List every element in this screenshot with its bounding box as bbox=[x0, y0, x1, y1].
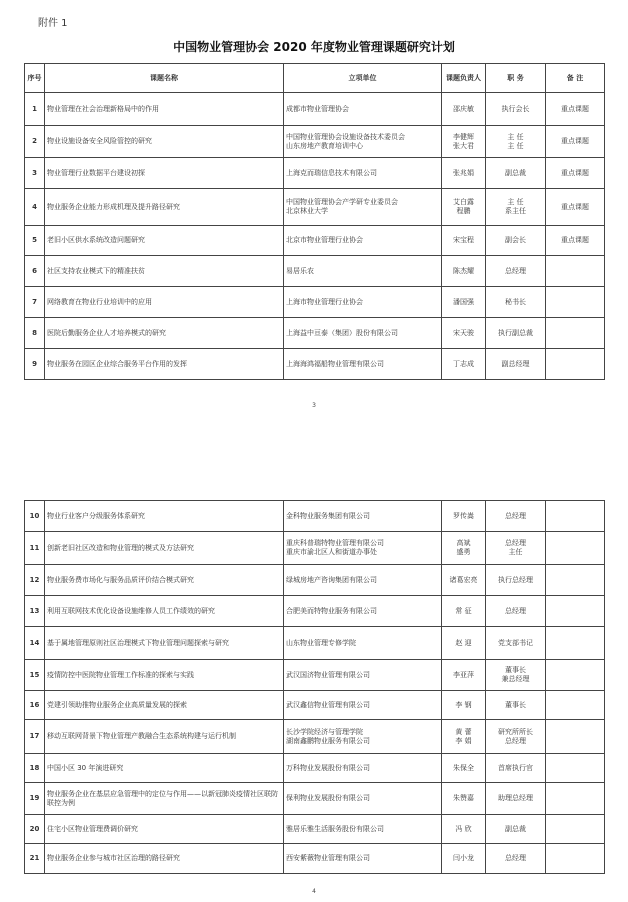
cell-position-line: 执行总经理 bbox=[498, 575, 533, 584]
table-row bbox=[25, 226, 605, 256]
header-note: 备 注 bbox=[546, 64, 605, 93]
cell-project-name: 物业设施设备安全风险管控的研究 bbox=[45, 126, 284, 158]
cell-unit bbox=[284, 720, 442, 754]
cell-no: 10 bbox=[25, 501, 45, 532]
cell-unit-line: 合肥美而特物业服务有限公司 bbox=[286, 606, 377, 615]
cell-lead-line: 高斌 bbox=[456, 539, 471, 548]
cell-no: 3 bbox=[25, 158, 45, 189]
cell-unit-line: 成都市物业管理协会 bbox=[286, 104, 349, 113]
cell-no: 7 bbox=[25, 287, 45, 318]
cell-lead bbox=[442, 815, 486, 844]
cell-unit bbox=[284, 501, 442, 532]
cell-no: 9 bbox=[25, 349, 45, 380]
cell-note bbox=[546, 815, 605, 844]
cell-lead-line: 罗传嵩 bbox=[453, 511, 474, 520]
cell-note bbox=[546, 565, 605, 596]
cell-note bbox=[546, 691, 605, 720]
cell-unit-line: 长沙学院经济与管理学院 bbox=[286, 727, 363, 736]
table-body-page-1 bbox=[25, 93, 605, 380]
cell-no: 20 bbox=[25, 815, 45, 844]
cell-position-line: 总经理 bbox=[505, 511, 526, 520]
cell-lead bbox=[442, 720, 486, 754]
cell-no: 5 bbox=[25, 226, 45, 256]
table-row bbox=[25, 660, 605, 691]
cell-unit-line: 重庆市渝北区人和街道办事处 bbox=[286, 548, 377, 556]
cell-unit-line: 雅居乐雅生活服务股份有限公司 bbox=[286, 824, 384, 833]
cell-unit bbox=[284, 126, 442, 158]
cell-unit-line: 湖南鑫鹏物业服务有限公司 bbox=[286, 736, 370, 745]
cell-position bbox=[486, 226, 546, 256]
cell-position-line: 副总裁 bbox=[505, 824, 526, 833]
cell-lead-line: 潘国强 bbox=[453, 297, 474, 306]
cell-lead-line: 宋宝程 bbox=[453, 236, 474, 245]
cell-no: 17 bbox=[25, 720, 45, 754]
cell-project-name: 利用互联网技术优化设备设施维修人员工作绩效的研究 bbox=[45, 596, 284, 627]
cell-project-name: 物业服务企业在基层应急管理中的定位与作用——以新冠肺炎疫情社区联防联控为例 bbox=[45, 783, 284, 815]
cell-project-name: 物业服务费市场化与服务品质评价结合模式研究 bbox=[45, 565, 284, 596]
cell-unit-line: 金科物业服务集团有限公司 bbox=[286, 511, 370, 520]
header-name: 课题名称 bbox=[45, 64, 284, 93]
cell-position-line: 主任 bbox=[508, 548, 523, 556]
header-no: 序号 bbox=[25, 64, 45, 93]
cell-position-line: 执行会长 bbox=[501, 104, 530, 113]
cell-lead bbox=[442, 596, 486, 627]
cell-no: 8 bbox=[25, 318, 45, 349]
document-title: 中国物业管理协会 2020 年度物业管理课题研究计划 bbox=[173, 40, 455, 54]
cell-unit-line: 万科物业发展股份有限公司 bbox=[286, 763, 370, 772]
cell-position bbox=[486, 720, 546, 754]
table-row bbox=[25, 596, 605, 627]
cell-unit-line: 上海益中亘泰（集团）股份有限公司 bbox=[286, 328, 398, 337]
cell-position bbox=[486, 844, 546, 874]
cell-unit bbox=[284, 660, 442, 691]
cell-position bbox=[486, 93, 546, 126]
cell-unit bbox=[284, 189, 442, 226]
cell-project-name: 老旧小区供水系统改造问题研究 bbox=[45, 226, 284, 256]
cell-unit bbox=[284, 256, 442, 287]
cell-unit bbox=[284, 226, 442, 256]
cell-position-line: 副总经理 bbox=[501, 359, 530, 368]
cell-lead-line: 闫小龙 bbox=[453, 854, 474, 863]
cell-project-name: 疫情防控中医院物业管理工作标准的探索与实践 bbox=[45, 660, 284, 691]
cell-no: 15 bbox=[25, 660, 45, 691]
cell-position-line: 助理总经理 bbox=[498, 794, 533, 803]
table-row bbox=[25, 754, 605, 783]
cell-lead-line: 冯 欣 bbox=[455, 824, 472, 833]
cell-lead-line: 李亚萍 bbox=[453, 670, 474, 679]
cell-lead bbox=[442, 287, 486, 318]
cell-project-name: 物业管理行业数据平台建设初探 bbox=[45, 158, 284, 189]
cell-unit-line: 易居乐农 bbox=[286, 266, 314, 275]
cell-project-name: 物业行业客户分级服务体系研究 bbox=[45, 501, 284, 532]
cell-position bbox=[486, 349, 546, 380]
cell-unit bbox=[284, 565, 442, 596]
cell-position bbox=[486, 565, 546, 596]
table-header-row bbox=[25, 64, 605, 93]
page-number: 3 bbox=[312, 402, 316, 409]
cell-position bbox=[486, 287, 546, 318]
cell-unit-line: 绿城房地产咨询集团有限公司 bbox=[286, 575, 377, 584]
cell-unit bbox=[284, 93, 442, 126]
cell-note bbox=[546, 844, 605, 874]
cell-position bbox=[486, 256, 546, 287]
table-row bbox=[25, 287, 605, 318]
table-row bbox=[25, 691, 605, 720]
cell-lead bbox=[442, 844, 486, 874]
cell-project-name: 物业管理在社会治理新格局中的作用 bbox=[45, 93, 284, 126]
cell-lead bbox=[442, 318, 486, 349]
cell-no: 12 bbox=[25, 565, 45, 596]
cell-note bbox=[546, 501, 605, 532]
cell-unit bbox=[284, 815, 442, 844]
cell-position-line: 研究所所长 bbox=[498, 727, 533, 736]
table-row bbox=[25, 189, 605, 226]
cell-note bbox=[546, 720, 605, 754]
cell-unit-line: 上海市物业管理行业协会 bbox=[286, 297, 363, 306]
cell-lead bbox=[442, 501, 486, 532]
cell-unit-line: 中国物业管理协会产学研专业委员会 bbox=[286, 198, 398, 207]
table-row bbox=[25, 627, 605, 660]
cell-position bbox=[486, 754, 546, 783]
cell-unit-line: 北京林业大学 bbox=[286, 207, 328, 215]
cell-unit-line: 山东物业管理专修学院 bbox=[286, 638, 356, 647]
cell-lead-line: 丁志成 bbox=[453, 359, 474, 368]
attachment-label: 附件 1 bbox=[38, 18, 68, 29]
cell-position-line: 主 任 bbox=[507, 141, 524, 150]
table-row bbox=[25, 532, 605, 565]
cell-unit bbox=[284, 158, 442, 189]
cell-note bbox=[546, 754, 605, 783]
cell-position-line: 主 任 bbox=[507, 132, 524, 141]
cell-lead-line: 艾白露 bbox=[453, 198, 474, 207]
cell-unit bbox=[284, 844, 442, 874]
cell-unit bbox=[284, 754, 442, 783]
page-number: 4 bbox=[312, 888, 316, 895]
cell-position bbox=[486, 532, 546, 565]
cell-project-name: 物业服务企业参与城市社区治理的路径研究 bbox=[45, 844, 284, 874]
cell-no: 2 bbox=[25, 126, 45, 158]
cell-position-line: 副会长 bbox=[505, 236, 526, 245]
cell-lead-line: 邵庆敏 bbox=[453, 104, 474, 113]
cell-lead bbox=[442, 256, 486, 287]
cell-position bbox=[486, 501, 546, 532]
cell-unit-line: 北京市物业管理行业协会 bbox=[286, 236, 363, 245]
header-lead: 课题负责人 bbox=[442, 64, 486, 93]
cell-lead bbox=[442, 627, 486, 660]
cell-no: 21 bbox=[25, 844, 45, 874]
cell-position-line: 总经理 bbox=[505, 736, 526, 745]
cell-project-name: 住宅小区物业管理费调价研究 bbox=[45, 815, 284, 844]
cell-note bbox=[546, 349, 605, 380]
cell-unit bbox=[284, 627, 442, 660]
table-row bbox=[25, 318, 605, 349]
cell-project-name: 社区支持农业模式下的精准扶贫 bbox=[45, 256, 284, 287]
cell-unit bbox=[284, 596, 442, 627]
cell-lead-line: 宋天骏 bbox=[453, 328, 474, 337]
cell-lead-line: 常 征 bbox=[455, 606, 472, 615]
cell-lead bbox=[442, 126, 486, 158]
cell-note: 重点课题 bbox=[546, 126, 605, 158]
cell-lead bbox=[442, 754, 486, 783]
cell-lead-line: 盛勇 bbox=[456, 548, 471, 556]
cell-lead bbox=[442, 532, 486, 565]
cell-position bbox=[486, 815, 546, 844]
cell-project-name: 基于属地管理原则社区治理模式下物业管理问题探索与研究 bbox=[45, 627, 284, 660]
cell-note: 重点课题 bbox=[546, 158, 605, 189]
cell-position-line: 党支部书记 bbox=[498, 638, 533, 647]
cell-no: 4 bbox=[25, 189, 45, 226]
cell-position-line: 秘书长 bbox=[505, 297, 526, 306]
cell-position-line: 董事长 bbox=[505, 700, 526, 709]
cell-no: 6 bbox=[25, 256, 45, 287]
cell-unit bbox=[284, 532, 442, 565]
cell-position-line: 董事长 bbox=[505, 666, 526, 675]
cell-unit bbox=[284, 691, 442, 720]
cell-note bbox=[546, 627, 605, 660]
cell-no: 1 bbox=[25, 93, 45, 126]
cell-lead-line: 李健辉 bbox=[453, 132, 474, 141]
table-row bbox=[25, 501, 605, 532]
cell-note bbox=[546, 660, 605, 691]
cell-unit bbox=[284, 318, 442, 349]
cell-note bbox=[546, 318, 605, 349]
cell-lead-line: 李 娟 bbox=[455, 736, 472, 745]
table-row bbox=[25, 349, 605, 380]
table-row bbox=[25, 126, 605, 158]
cell-unit-line: 上海克而瑞信息技术有限公司 bbox=[286, 168, 377, 177]
cell-position-line: 执行副总裁 bbox=[498, 328, 533, 337]
cell-unit bbox=[284, 783, 442, 815]
table-row bbox=[25, 783, 605, 815]
cell-lead bbox=[442, 660, 486, 691]
cell-lead-line: 李 钢 bbox=[455, 700, 472, 709]
cell-lead bbox=[442, 691, 486, 720]
cell-note: 重点课题 bbox=[546, 226, 605, 256]
cell-note bbox=[546, 532, 605, 565]
cell-no: 13 bbox=[25, 596, 45, 627]
cell-lead-line: 赵 迎 bbox=[455, 638, 472, 647]
cell-lead-line: 陈杰耀 bbox=[453, 266, 474, 275]
cell-position-line: 总经理 bbox=[505, 539, 526, 548]
cell-lead bbox=[442, 226, 486, 256]
cell-position-line: 总经理 bbox=[505, 606, 526, 615]
cell-note: 重点课题 bbox=[546, 189, 605, 226]
cell-no: 16 bbox=[25, 691, 45, 720]
project-table-page-1 bbox=[24, 63, 605, 380]
cell-position bbox=[486, 126, 546, 158]
cell-project-name: 医院后勤服务企业人才培养模式的研究 bbox=[45, 318, 284, 349]
cell-unit bbox=[284, 349, 442, 380]
cell-lead-line: 朱赞嘉 bbox=[453, 794, 474, 803]
cell-position bbox=[486, 783, 546, 815]
cell-lead-line: 黄 蕾 bbox=[455, 727, 472, 736]
cell-lead bbox=[442, 783, 486, 815]
cell-lead-line: 程鹏 bbox=[456, 207, 471, 215]
cell-unit-line: 保利物业发展股份有限公司 bbox=[286, 794, 370, 803]
cell-no: 18 bbox=[25, 754, 45, 783]
header-position: 职 务 bbox=[486, 64, 546, 93]
cell-note bbox=[546, 596, 605, 627]
cell-no: 19 bbox=[25, 783, 45, 815]
cell-position bbox=[486, 660, 546, 691]
cell-lead-line: 朱保全 bbox=[453, 763, 474, 772]
cell-project-name: 创新老旧社区改造和物业管理的模式及方法研究 bbox=[45, 532, 284, 565]
cell-lead-line: 张大君 bbox=[453, 141, 474, 150]
project-table-page-2 bbox=[24, 500, 605, 874]
cell-position-line: 总经理 bbox=[505, 854, 526, 863]
table-row bbox=[25, 256, 605, 287]
table-row bbox=[25, 720, 605, 754]
cell-unit-line: 山东房地产教育培训中心 bbox=[286, 141, 363, 150]
table-row bbox=[25, 844, 605, 874]
cell-unit-line: 重庆科普瑞特物业管理有限公司 bbox=[286, 539, 384, 548]
cell-unit-line: 西安紫薇物业管理有限公司 bbox=[286, 854, 370, 863]
cell-project-name: 移动互联网背景下物业管理产教融合生态系统构建与运行机制 bbox=[45, 720, 284, 754]
table-row bbox=[25, 565, 605, 596]
cell-project-name: 物业服务在园区企业综合服务平台作用的发挥 bbox=[45, 349, 284, 380]
cell-note bbox=[546, 287, 605, 318]
cell-position bbox=[486, 189, 546, 226]
cell-position bbox=[486, 627, 546, 660]
cell-position-line: 首席执行官 bbox=[498, 763, 533, 772]
cell-unit-line: 武汉鑫信物业管理有限公司 bbox=[286, 700, 370, 709]
cell-lead bbox=[442, 93, 486, 126]
table-row bbox=[25, 158, 605, 189]
cell-position-line: 系主任 bbox=[505, 207, 526, 215]
cell-no: 11 bbox=[25, 532, 45, 565]
table-body-page-2 bbox=[25, 501, 605, 874]
cell-lead-line: 张兆娟 bbox=[453, 168, 474, 177]
table-row bbox=[25, 815, 605, 844]
cell-unit-line: 中国物业管理协会设施设备技术委员会 bbox=[286, 132, 405, 141]
cell-no: 14 bbox=[25, 627, 45, 660]
cell-note bbox=[546, 256, 605, 287]
cell-lead bbox=[442, 189, 486, 226]
cell-project-name: 物业服务企业能力形成机理及提升路径研究 bbox=[45, 189, 284, 226]
cell-position bbox=[486, 691, 546, 720]
cell-lead-line: 诸葛宏亮 bbox=[449, 575, 478, 584]
cell-position bbox=[486, 318, 546, 349]
cell-project-name: 中国小区 30 年演进研究 bbox=[45, 754, 284, 783]
cell-position-line: 主 任 bbox=[507, 198, 524, 207]
cell-project-name: 网络教育在物业行业培训中的应用 bbox=[45, 287, 284, 318]
table-row bbox=[25, 93, 605, 126]
cell-position-line: 兼总经理 bbox=[501, 675, 530, 683]
cell-project-name: 党建引领助推物业服务企业高质量发展的探索 bbox=[45, 691, 284, 720]
cell-note bbox=[546, 783, 605, 815]
cell-position bbox=[486, 596, 546, 627]
cell-note: 重点课题 bbox=[546, 93, 605, 126]
cell-lead bbox=[442, 158, 486, 189]
header-unit: 立项单位 bbox=[284, 64, 442, 93]
cell-unit-line: 上海海鸿福船物业管理有限公司 bbox=[286, 359, 384, 368]
cell-unit-line: 武汉国济物业管理有限公司 bbox=[286, 670, 370, 679]
cell-position bbox=[486, 158, 546, 189]
cell-position-line: 副总裁 bbox=[505, 168, 526, 177]
cell-unit bbox=[284, 287, 442, 318]
cell-lead bbox=[442, 565, 486, 596]
cell-position-line: 总经理 bbox=[505, 266, 526, 275]
cell-lead bbox=[442, 349, 486, 380]
